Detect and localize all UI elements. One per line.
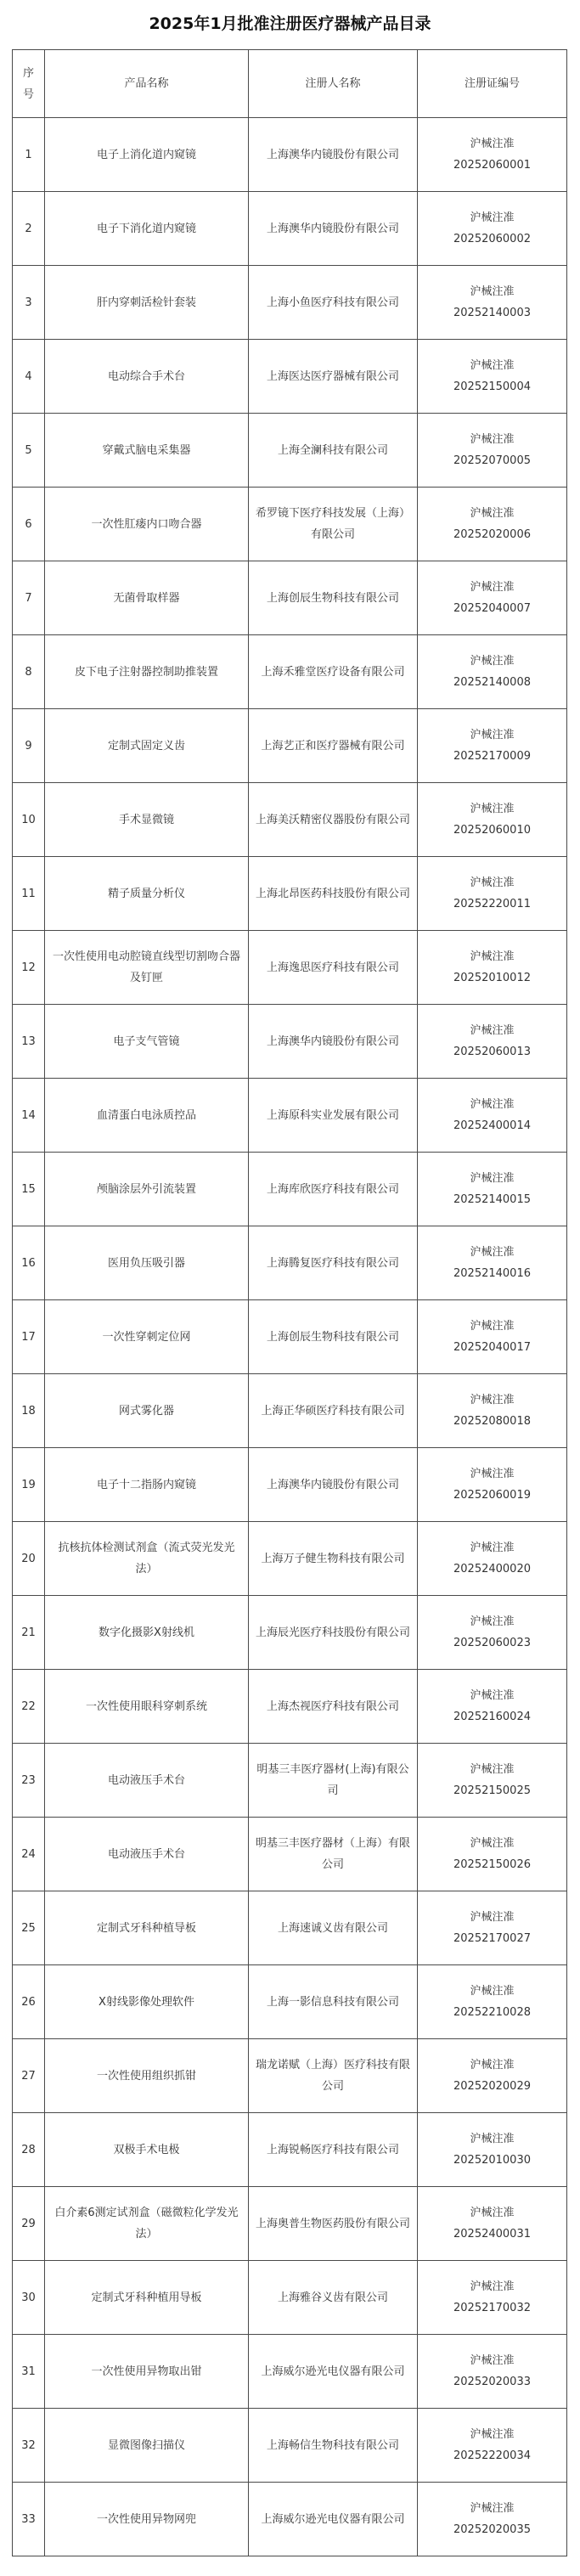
certificate-prefix: 沪械注准 <box>470 1911 515 1924</box>
certificate-prefix: 沪械注准 <box>470 2059 515 2072</box>
certificate-prefix: 沪械注准 <box>470 2428 515 2441</box>
certificate-prefix: 沪械注准 <box>470 655 515 668</box>
table-row <box>13 635 567 709</box>
certificate-code: 20252060010 <box>453 824 531 837</box>
cell-serial-number: 33 <box>13 2483 45 2556</box>
cell-product-name: 一次性使用电动腔镜直线型切割吻合器及钉匣 <box>45 931 249 1005</box>
certificate-prefix: 沪械注准 <box>470 1542 515 1554</box>
cell-serial-number: 23 <box>13 1744 45 1818</box>
table-row <box>13 1005 567 1079</box>
cell-certificate-number <box>418 1596 567 1670</box>
certificate-code: 20252040017 <box>453 1341 531 1354</box>
cell-registrant-name: 上海艺正和医疗器械有限公司 <box>249 709 418 783</box>
certificate-code: 20252140015 <box>453 1193 531 1206</box>
cell-serial-number: 27 <box>13 2039 45 2113</box>
table-row <box>13 709 567 783</box>
cell-product-name: 无菌骨取样器 <box>45 561 249 635</box>
cell-product-name: 皮下电子注射器控制助推装置 <box>45 635 249 709</box>
certificate-prefix: 沪械注准 <box>470 507 515 520</box>
cell-registrant-name: 上海辰光医疗科技股份有限公司 <box>249 1596 418 1670</box>
cell-product-name: 血清蛋白电泳质控品 <box>45 1079 249 1153</box>
cell-certificate-number <box>418 2187 567 2261</box>
cell-product-name: 手术显微镜 <box>45 783 249 857</box>
cell-product-name: 一次性使用异物取出钳 <box>45 2335 249 2409</box>
cell-serial-number: 30 <box>13 2261 45 2335</box>
table-row <box>13 561 567 635</box>
cell-certificate-number <box>418 266 567 340</box>
table-row <box>13 1226 567 1300</box>
cell-product-name: 定制式固定义齿 <box>45 709 249 783</box>
cell-registrant-name: 上海锐畅医疗科技有限公司 <box>249 2113 418 2187</box>
cell-registrant-name: 上海杰视医疗科技有限公司 <box>249 1670 418 1744</box>
cell-certificate-number <box>418 635 567 709</box>
certificate-code: 20252170027 <box>453 1932 531 1945</box>
certificate-code: 20252010030 <box>453 2154 531 2167</box>
cell-registrant-name: 上海威尔逊光电仪器有限公司 <box>249 2335 418 2409</box>
cell-certificate-number <box>418 709 567 783</box>
cell-registrant-name: 希罗镜下医疗科技发展（上海）有限公司 <box>249 488 418 561</box>
cell-product-name: 电动液压手术台 <box>45 1744 249 1818</box>
table-row <box>13 2409 567 2483</box>
certificate-code: 20252170032 <box>453 2302 531 2314</box>
certificate-prefix: 沪械注准 <box>470 2280 515 2293</box>
table-row <box>13 414 567 488</box>
cell-serial-number: 26 <box>13 1965 45 2039</box>
cell-registrant-name: 上海威尔逊光电仪器有限公司 <box>249 2483 418 2556</box>
table-row <box>13 1153 567 1226</box>
cell-certificate-number <box>418 561 567 635</box>
cell-product-name: 网式雾化器 <box>45 1374 249 1448</box>
page-title: 2025年1月批准注册医疗器械产品目录 <box>149 14 431 33</box>
certificate-prefix: 沪械注准 <box>470 1689 515 1702</box>
cell-product-name: 定制式牙科种植用导板 <box>45 2261 249 2335</box>
cell-registrant-name: 上海禾雅堂医疗设备有限公司 <box>249 635 418 709</box>
cell-certificate-number <box>418 1374 567 1448</box>
cell-product-name: 肝内穿刺活检针套装 <box>45 266 249 340</box>
table-row <box>13 1079 567 1153</box>
certificate-code: 20252060013 <box>453 1046 531 1058</box>
cell-product-name: 电子下消化道内窥镜 <box>45 192 249 266</box>
cell-serial-number: 10 <box>13 783 45 857</box>
certificate-prefix: 沪械注准 <box>470 1468 515 1480</box>
cell-serial-number: 2 <box>13 192 45 266</box>
cell-serial-number: 28 <box>13 2113 45 2187</box>
certificate-code: 20252140008 <box>453 676 531 689</box>
cell-certificate-number <box>418 488 567 561</box>
table-row <box>13 857 567 931</box>
cell-product-name: 一次性使用组织抓钳 <box>45 2039 249 2113</box>
certificate-code: 20252150026 <box>453 1858 531 1871</box>
table-row <box>13 266 567 340</box>
cell-serial-number: 9 <box>13 709 45 783</box>
cell-certificate-number <box>418 118 567 192</box>
certificate-code: 20252020029 <box>453 2080 531 2093</box>
cell-certificate-number <box>418 2335 567 2409</box>
certificate-code: 20252170009 <box>453 750 531 763</box>
cell-serial-number: 25 <box>13 1891 45 1965</box>
cell-serial-number: 20 <box>13 1522 45 1596</box>
cell-certificate-number <box>418 414 567 488</box>
table-row <box>13 2335 567 2409</box>
certificate-prefix: 沪械注准 <box>470 433 515 446</box>
cell-product-name: 白介素6测定试剂盒（磁微粒化学发光法） <box>45 2187 249 2261</box>
certificate-prefix: 沪械注准 <box>470 138 515 150</box>
cell-registrant-name: 上海腾复医疗科技有限公司 <box>249 1226 418 1300</box>
table-row <box>13 192 567 266</box>
cell-product-name: 颅脑涂层外引流装置 <box>45 1153 249 1226</box>
table-row <box>13 931 567 1005</box>
certificate-prefix: 沪械注准 <box>470 1763 515 1776</box>
cell-product-name: 一次性使用异物网兜 <box>45 2483 249 2556</box>
cell-product-name: 电动综合手术台 <box>45 340 249 414</box>
cell-certificate-number <box>418 1891 567 1965</box>
cell-certificate-number <box>418 931 567 1005</box>
certificate-prefix: 沪械注准 <box>470 2207 515 2219</box>
table-row <box>13 340 567 414</box>
cell-certificate-number <box>418 1744 567 1818</box>
table-row <box>13 118 567 192</box>
header-certificate-number: 注册证编号 <box>418 50 567 118</box>
table-row <box>13 1670 567 1744</box>
cell-serial-number: 17 <box>13 1300 45 1374</box>
certificate-code: 20252010012 <box>453 972 531 984</box>
certificate-prefix: 沪械注准 <box>470 729 515 741</box>
table-row <box>13 2039 567 2113</box>
certificate-prefix: 沪械注准 <box>470 1098 515 1111</box>
cell-serial-number: 7 <box>13 561 45 635</box>
cell-certificate-number <box>418 1153 567 1226</box>
certificate-code: 20252150025 <box>453 1784 531 1797</box>
cell-registrant-name: 上海全澜科技有限公司 <box>249 414 418 488</box>
cell-registrant-name: 上海万子健生物科技有限公司 <box>249 1522 418 1596</box>
cell-serial-number: 11 <box>13 857 45 931</box>
cell-registrant-name: 上海澳华内镜股份有限公司 <box>249 1005 418 1079</box>
cell-certificate-number <box>418 1818 567 1891</box>
cell-registrant-name: 上海一影信息科技有限公司 <box>249 1965 418 2039</box>
certificate-code: 20252020035 <box>453 2523 531 2536</box>
certificate-code: 20252070005 <box>453 454 531 467</box>
cell-certificate-number <box>418 2483 567 2556</box>
certificate-prefix: 沪械注准 <box>470 2133 515 2145</box>
cell-product-name: 电动液压手术台 <box>45 1818 249 1891</box>
certificate-code: 20252400014 <box>453 1119 531 1132</box>
certificate-prefix: 沪械注准 <box>470 803 515 815</box>
certificate-code: 20252220011 <box>453 898 531 910</box>
cell-serial-number: 5 <box>13 414 45 488</box>
cell-serial-number: 32 <box>13 2409 45 2483</box>
certificate-prefix: 沪械注准 <box>470 1172 515 1185</box>
cell-serial-number: 21 <box>13 1596 45 1670</box>
cell-registrant-name: 明基三丰医疗器材(上海)有限公司 <box>249 1744 418 1818</box>
cell-product-name: 数字化摄影X射线机 <box>45 1596 249 1670</box>
cell-registrant-name: 上海医达医疗器械有限公司 <box>249 340 418 414</box>
cell-serial-number: 22 <box>13 1670 45 1744</box>
certificate-prefix: 沪械注准 <box>470 581 515 594</box>
certificate-code: 20252400020 <box>453 1563 531 1575</box>
certificate-prefix: 沪械注准 <box>470 877 515 889</box>
certificate-prefix: 沪械注准 <box>470 2354 515 2367</box>
cell-registrant-name: 上海北昂医药科技股份有限公司 <box>249 857 418 931</box>
certificate-prefix: 沪械注准 <box>470 1024 515 1037</box>
cell-product-name: 医用负压吸引器 <box>45 1226 249 1300</box>
cell-serial-number: 3 <box>13 266 45 340</box>
cell-product-name: 电子支气管镜 <box>45 1005 249 1079</box>
cell-certificate-number <box>418 192 567 266</box>
certificate-prefix: 沪械注准 <box>470 1320 515 1333</box>
table-row <box>13 488 567 561</box>
certificate-prefix: 沪械注准 <box>470 2502 515 2515</box>
cell-certificate-number <box>418 340 567 414</box>
cell-registrant-name: 上海库欣医疗科技有限公司 <box>249 1153 418 1226</box>
cell-registrant-name: 上海澳华内镜股份有限公司 <box>249 1448 418 1522</box>
certificate-prefix: 沪械注准 <box>470 1246 515 1259</box>
cell-registrant-name: 上海逸思医疗科技有限公司 <box>249 931 418 1005</box>
cell-serial-number: 15 <box>13 1153 45 1226</box>
cell-registrant-name: 上海畅信生物科技有限公司 <box>249 2409 418 2483</box>
cell-registrant-name: 上海奥普生物医药股份有限公司 <box>249 2187 418 2261</box>
certificate-code: 20252060001 <box>453 159 531 172</box>
cell-product-name: 双极手术电极 <box>45 2113 249 2187</box>
header-registrant-name: 注册人名称 <box>249 50 418 118</box>
cell-certificate-number <box>418 1079 567 1153</box>
cell-certificate-number <box>418 1670 567 1744</box>
certificate-code: 20252060019 <box>453 1489 531 1502</box>
cell-certificate-number <box>418 1005 567 1079</box>
certificate-code: 20252210028 <box>453 2006 531 2019</box>
certificate-prefix: 沪械注准 <box>470 950 515 963</box>
cell-certificate-number <box>418 2261 567 2335</box>
table-row <box>13 2261 567 2335</box>
certificate-code: 20252060023 <box>453 1637 531 1649</box>
cell-serial-number: 18 <box>13 1374 45 1448</box>
certificate-prefix: 沪械注准 <box>470 359 515 372</box>
cell-serial-number: 12 <box>13 931 45 1005</box>
cell-registrant-name: 上海雅谷义齿有限公司 <box>249 2261 418 2335</box>
certificate-code: 20252040007 <box>453 602 531 615</box>
cell-product-name: 一次性穿刺定位网 <box>45 1300 249 1374</box>
cell-product-name: 精子质量分析仪 <box>45 857 249 931</box>
cell-registrant-name: 上海速诚义齿有限公司 <box>249 1891 418 1965</box>
cell-registrant-name: 上海小鱼医疗科技有限公司 <box>249 266 418 340</box>
table-row <box>13 783 567 857</box>
cell-registrant-name: 明基三丰医疗器材（上海）有限公司 <box>249 1818 418 1891</box>
table-header-row <box>13 50 567 118</box>
cell-registrant-name: 上海创辰生物科技有限公司 <box>249 561 418 635</box>
cell-registrant-name: 上海澳华内镜股份有限公司 <box>249 192 418 266</box>
certificate-prefix: 沪械注准 <box>470 1985 515 1998</box>
cell-certificate-number <box>418 2039 567 2113</box>
cell-serial-number: 1 <box>13 118 45 192</box>
table-row <box>13 1522 567 1596</box>
cell-registrant-name: 瑞龙诺赋（上海）医疗科技有限公司 <box>249 2039 418 2113</box>
cell-certificate-number <box>418 2113 567 2187</box>
cell-product-name: 定制式牙科种植导板 <box>45 1891 249 1965</box>
cell-product-name: 一次性使用眼科穿刺系统 <box>45 1670 249 1744</box>
certificate-prefix: 沪械注准 <box>470 1837 515 1850</box>
cell-certificate-number <box>418 857 567 931</box>
table-row <box>13 1448 567 1522</box>
table-row <box>13 1891 567 1965</box>
table-row <box>13 1965 567 2039</box>
certificate-code: 20252150004 <box>453 380 531 393</box>
cell-certificate-number <box>418 1226 567 1300</box>
table-row <box>13 1374 567 1448</box>
table-row <box>13 2113 567 2187</box>
cell-certificate-number <box>418 1300 567 1374</box>
cell-serial-number: 13 <box>13 1005 45 1079</box>
header-product-name: 产品名称 <box>45 50 249 118</box>
cell-registrant-name: 上海创辰生物科技有限公司 <box>249 1300 418 1374</box>
certificate-code: 20252080018 <box>453 1415 531 1428</box>
cell-product-name: 抗核抗体检测试剂盒（流式荧光发光法） <box>45 1522 249 1596</box>
cell-registrant-name: 上海正华硕医疗科技有限公司 <box>249 1374 418 1448</box>
header-serial-number: 序号 <box>13 50 45 118</box>
cell-serial-number: 6 <box>13 488 45 561</box>
cell-product-name: 显微图像扫描仪 <box>45 2409 249 2483</box>
cell-product-name: 电子十二指肠内窥镜 <box>45 1448 249 1522</box>
table-row <box>13 1818 567 1891</box>
cell-serial-number: 4 <box>13 340 45 414</box>
table-row <box>13 2187 567 2261</box>
certificate-prefix: 沪械注准 <box>470 285 515 298</box>
cell-serial-number: 29 <box>13 2187 45 2261</box>
cell-serial-number: 19 <box>13 1448 45 1522</box>
certificate-code: 20252020006 <box>453 528 531 541</box>
table-row <box>13 1300 567 1374</box>
certificate-prefix: 沪械注准 <box>470 1394 515 1406</box>
cell-serial-number: 24 <box>13 1818 45 1891</box>
product-catalog-table <box>12 49 567 2556</box>
cell-product-name: 电子上消化道内窥镜 <box>45 118 249 192</box>
table-row <box>13 1744 567 1818</box>
certificate-code: 20252220034 <box>453 2449 531 2462</box>
cell-certificate-number <box>418 1448 567 1522</box>
cell-registrant-name: 上海澳华内镜股份有限公司 <box>249 118 418 192</box>
cell-serial-number: 16 <box>13 1226 45 1300</box>
cell-certificate-number <box>418 1965 567 2039</box>
table-row <box>13 2483 567 2556</box>
cell-certificate-number <box>418 783 567 857</box>
certificate-code: 20252140003 <box>453 307 531 319</box>
cell-serial-number: 31 <box>13 2335 45 2409</box>
cell-serial-number: 8 <box>13 635 45 709</box>
table-row <box>13 1596 567 1670</box>
certificate-prefix: 沪械注准 <box>470 211 515 224</box>
cell-serial-number: 14 <box>13 1079 45 1153</box>
table-body <box>13 118 567 2556</box>
cell-certificate-number <box>418 1522 567 1596</box>
certificate-code: 20252400031 <box>453 2228 531 2241</box>
cell-certificate-number <box>418 2409 567 2483</box>
certificate-prefix: 沪械注准 <box>470 1615 515 1628</box>
certificate-code: 20252020033 <box>453 2376 531 2388</box>
cell-registrant-name: 上海原科实业发展有限公司 <box>249 1079 418 1153</box>
certificate-code: 20252140016 <box>453 1267 531 1280</box>
cell-product-name: 穿戴式脑电采集器 <box>45 414 249 488</box>
certificate-code: 20252160024 <box>453 1711 531 1723</box>
cell-product-name: X射线影像处理软件 <box>45 1965 249 2039</box>
cell-registrant-name: 上海美沃精密仪器股份有限公司 <box>249 783 418 857</box>
cell-product-name: 一次性肛瘘内口吻合器 <box>45 488 249 561</box>
certificate-code: 20252060002 <box>453 233 531 245</box>
